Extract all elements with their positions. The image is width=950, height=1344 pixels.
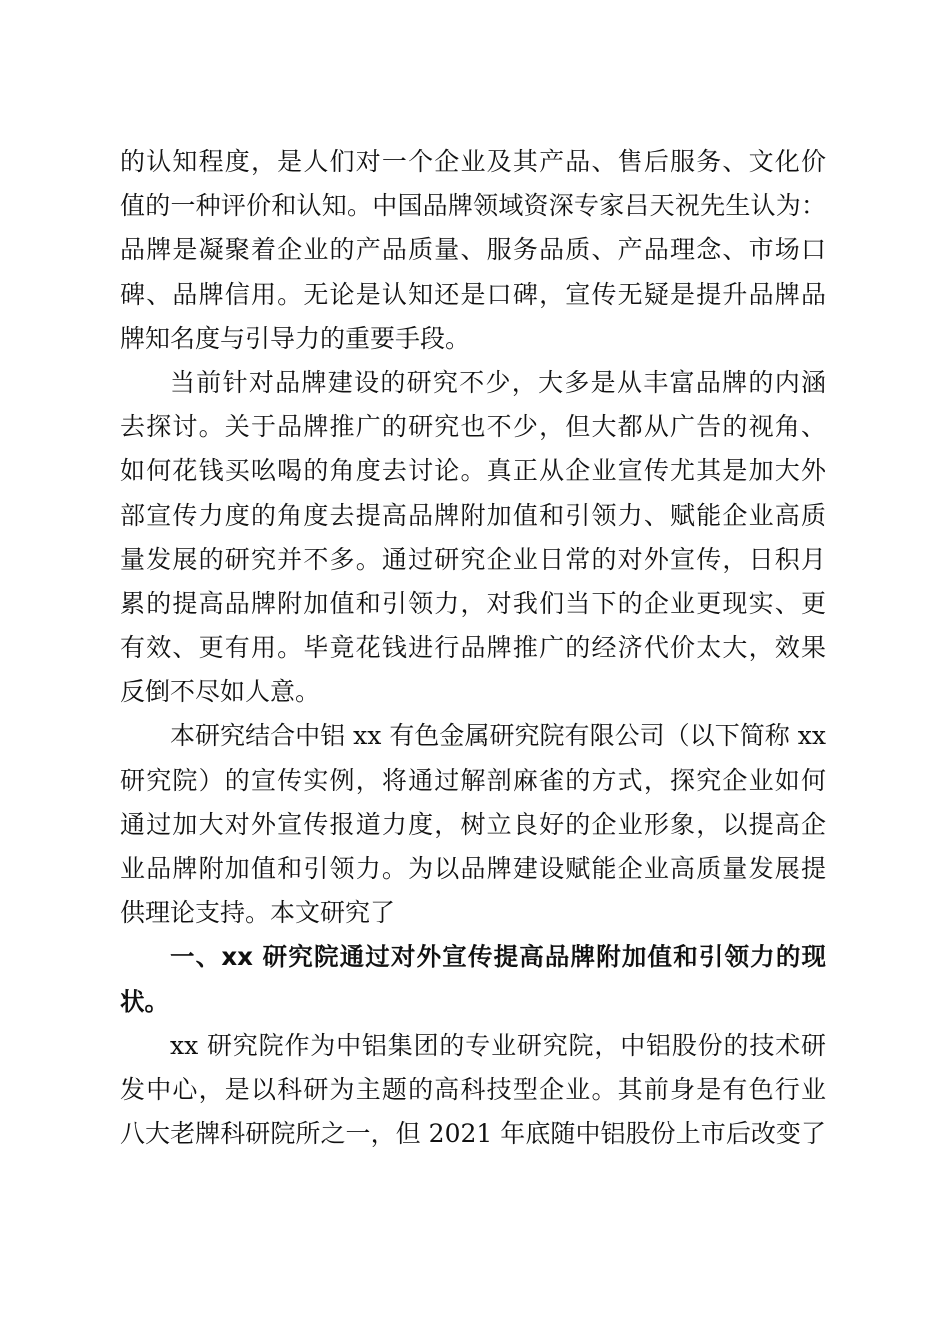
text-line: 八大老牌科研院所之一，但 2021 年底随中铝股份上市后改变了 — [120, 1119, 826, 1149]
text-line: 部宣传力度的角度去提高品牌附加值和引领力、赋能企业高质 — [120, 500, 826, 530]
text-line: xx 研究院作为中铝集团的专业研究院，中铝股份的技术研 — [170, 1030, 826, 1060]
paragraph-institute-intro — [120, 1024, 826, 1157]
text-line: 累的提高品牌附加值和引领力，对我们当下的企业更现实、更 — [120, 588, 826, 618]
paragraph-brand-definition — [120, 140, 826, 361]
text-line: 牌知名度与引导力的重要手段。 — [120, 323, 471, 353]
paragraph-study-scope — [120, 714, 826, 935]
heading-line: 状。 — [120, 986, 169, 1016]
heading-line: 一、xx 研究院通过对外宣传提高品牌附加值和引领力的现 — [170, 942, 826, 972]
document-body — [120, 140, 826, 1156]
text-line: 去探讨。关于品牌推广的研究也不少，但大都从广告的视角、 — [120, 412, 826, 442]
text-line: 如何花钱买吆喝的角度去讨论。真正从企业宣传尤其是加大外 — [120, 456, 826, 486]
paragraph-research-status — [120, 361, 826, 715]
text-line: 当前针对品牌建设的研究不少，大多是从丰富品牌的内涵 — [170, 367, 826, 397]
text-line: 有效、更有用。毕竟花钱进行品牌推广的经济代价太大，效果 — [120, 633, 826, 663]
text-line: 量发展的研究并不多。通过研究企业日常的对外宣传，日积月 — [120, 544, 826, 574]
text-line: 碑、品牌信用。无论是认知还是口碑，宣传无疑是提升品牌品 — [120, 279, 826, 309]
text-line: 供理论支持。本文研究了 — [120, 898, 396, 928]
text-line: 业品牌附加值和引领力。为以品牌建设赋能企业高质量发展提 — [120, 854, 826, 883]
text-line: 研究院）的宣传实例，将通过解剖麻雀的方式，探究企业如何 — [120, 765, 826, 795]
text-line: 本研究结合中铝 xx 有色金属研究院有限公司（以下简称 xx — [170, 721, 826, 751]
text-line: 的认知程度，是人们对一个企业及其产品、售后服务、文化价 — [120, 147, 826, 176]
text-line: 品牌是凝聚着企业的产品质量、服务品质、产品理念、市场口 — [120, 235, 826, 265]
text-line: 通过加大对外宣传报道力度，树立良好的企业形象，以提高企 — [120, 809, 826, 839]
text-line: 发中心，是以科研为主题的高科技型企业。其前身是有色行业 — [120, 1074, 826, 1104]
text-line: 反倒不尽如人意。 — [120, 677, 321, 707]
section-heading-1 — [120, 935, 826, 1023]
text-line: 值的一种评价和认知。中国品牌领域资深专家吕天祝先生认为： — [120, 191, 826, 221]
